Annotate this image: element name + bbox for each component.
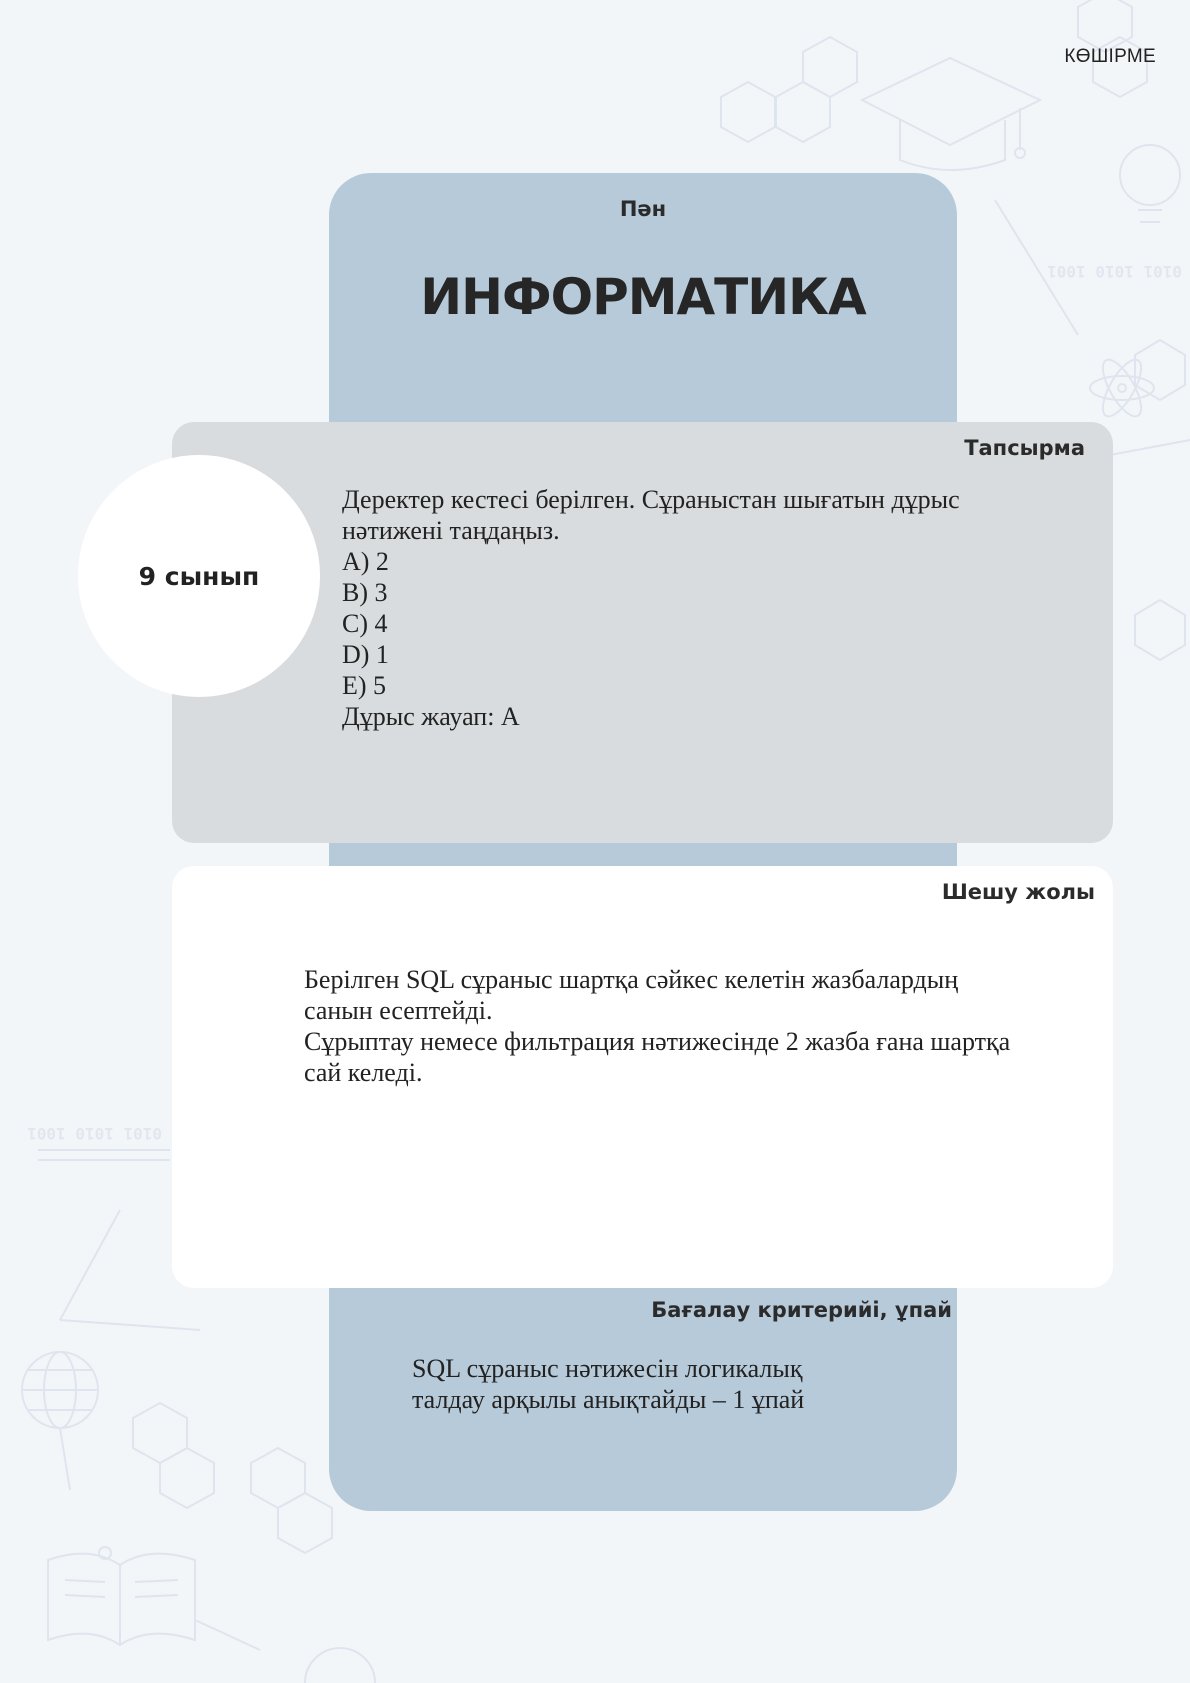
answer-option-d: D) 1 [342, 640, 389, 669]
criteria-line: талдау арқылы анықтайды – 1 ұпай [412, 1385, 805, 1414]
answer-option-a: A) 2 [342, 547, 389, 576]
task-question-line: Деректер кестесі берілген. Сұраныстан шығатын дұрыс [342, 485, 960, 514]
answer-option-e: E) 5 [342, 671, 387, 700]
solution-line: Берілген SQL сұраныс шартқа сәйкес келетін жазбалардың [304, 965, 959, 994]
subject-caption: Пән [619, 197, 667, 221]
correct-answer: Дұрыс жауап: A [342, 702, 520, 731]
task-card [172, 422, 1113, 843]
solution-line: санын есептейді. [304, 996, 493, 1025]
solution-body [304, 964, 1084, 1088]
criteria-heading: Бағалау критерийі, ұпай [651, 1298, 952, 1322]
task-body [342, 484, 1062, 732]
atom-icon [1090, 354, 1154, 421]
task-question-line: нәтижені таңдаңыз. [342, 516, 560, 545]
task-heading: Тапсырма [964, 436, 1085, 460]
criteria-line: SQL сұраныс нәтижесін логикалық [412, 1354, 803, 1383]
svg-text:0101 1010 1001: 0101 1010 1001 [1047, 262, 1182, 281]
answer-option-b: B) 3 [342, 578, 388, 607]
graduation-cap-icon [862, 58, 1040, 170]
subject-title: ИНФОРМАТИКА [420, 268, 866, 326]
answer-option-c: C) 4 [342, 609, 388, 638]
criteria-body [412, 1353, 892, 1415]
solution-heading: Шешу жолы [941, 880, 1095, 904]
solution-card [172, 866, 1113, 1288]
grade-badge [78, 455, 320, 697]
globe-icon [22, 1352, 98, 1490]
svg-text:0101 1010 1001: 0101 1010 1001 [27, 1124, 162, 1143]
copy-label: КӨШІРМЕ [1064, 46, 1156, 67]
solution-line: сай келеді. [304, 1058, 423, 1087]
grade-label: 9 сынып [138, 561, 260, 591]
open-book-icon [48, 1547, 260, 1650]
solution-line: Сұрыптау немесе фильтрация нәтижесінде 2 жазба ғана шартқа [304, 1027, 1011, 1056]
lightbulb-icon [1120, 145, 1180, 222]
